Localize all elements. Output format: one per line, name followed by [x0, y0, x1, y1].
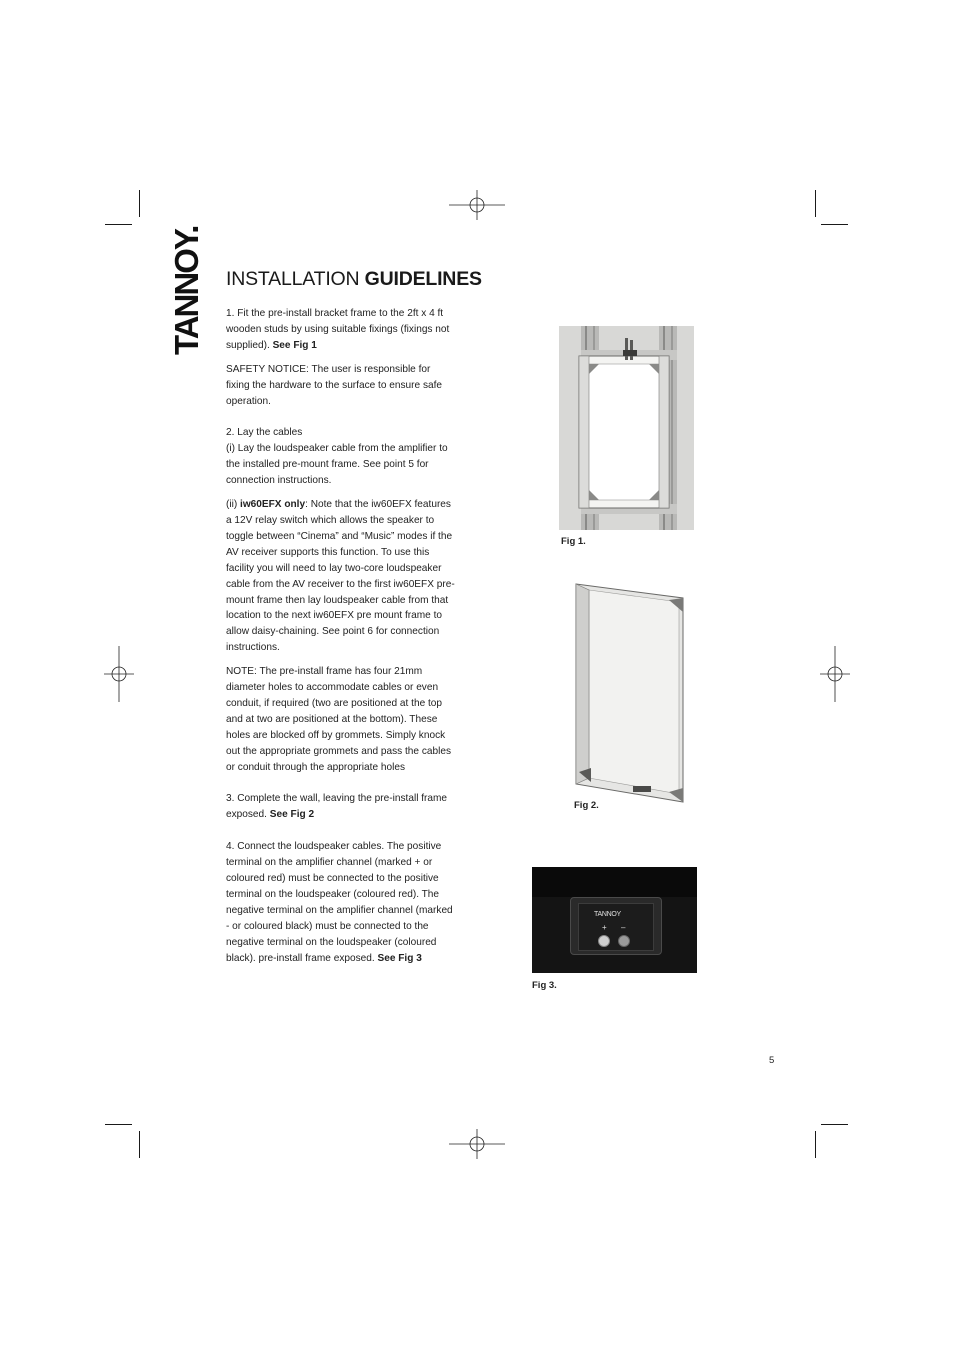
crop-mark — [105, 224, 132, 225]
page-number: 5 — [769, 1055, 775, 1066]
tannoy-logo: TANNOY. — [168, 226, 205, 355]
crop-mark — [139, 1131, 140, 1158]
crop-mark — [139, 190, 140, 217]
note: NOTE: The pre-install frame has four 21mm diameter holes to accommodate cables or even conduit, if required (two are positioned at the top and at two are positioned at the bottom). These holes are blocked off by grommets. Simply knock out the appropriate grommets and pass the cables or conduit through the appropriate holes — [226, 666, 451, 773]
fig2-illustration — [571, 582, 719, 804]
fig3-plus-label: + — [602, 923, 607, 932]
fig3-positive-terminal — [598, 935, 610, 947]
fig1-caption: Fig 1. — [561, 536, 586, 547]
registration-mark-bottom — [449, 1129, 505, 1159]
fig3-brand: TANNOY — [594, 911, 621, 918]
step-4-text: 4. Connect the loudspeaker cables. The positive terminal on the amplifier channel (marked + or coloured red) must be connected to the positive terminal on the loudspeaker (coloured red). The negative terminal on the amplifier channel (marked - or coloured black) must be connected to the negative terminal on the loudspeaker (coloured black). pre-install frame exposed. — [226, 841, 453, 964]
title-light: INSTALLATION — [226, 268, 365, 290]
step-2-ii — [226, 497, 456, 656]
step-3-text: 3. Complete the wall, leaving the pre-install frame exposed. — [226, 793, 448, 821]
crop-mark — [105, 1124, 132, 1125]
instructions-body — [226, 306, 456, 975]
crop-mark — [821, 224, 848, 225]
fig3-panel-top — [532, 867, 697, 897]
crop-mark — [815, 1131, 816, 1158]
fig3-illustration — [532, 867, 697, 973]
step-1-ref: See Fig 1 — [272, 339, 317, 351]
registration-mark-top — [449, 190, 505, 220]
page-title — [226, 268, 482, 291]
title-bold: GUIDELINES — [364, 268, 482, 290]
fig3-negative-terminal — [618, 935, 630, 947]
step-2-title: 2. Lay the cables — [226, 427, 303, 439]
fig3-minus-label: – — [621, 923, 626, 932]
registration-mark-left — [104, 646, 134, 702]
step-3 — [226, 791, 456, 823]
fig2-caption: Fig 2. — [574, 800, 599, 811]
step-1-text: 1. Fit the pre-install bracket frame to the 2ft x 4 ft wooden studs by using suitable fixings (fixings not supplied). — [226, 308, 450, 351]
step-4-ref: See Fig 3 — [377, 952, 422, 964]
fig1-illustration — [559, 326, 694, 530]
step-2-ii-prefix: (ii) — [226, 499, 241, 511]
step-2-ii-text: : Note that the iw60EFX features a 12V relay switch which allows the speaker to toggle between “Cinema” and “Music” modes if the AV receiver supports this function. To use this facility you will need to lay two-core loudspeaker cable from the AV receiver to the first iw60EFX pre-mount frame then lay loudspeaker cable from that location to the next iw60EFX pre mount frame to allow daisy-chaining. See point 6 for connection instructions. — [226, 499, 455, 654]
registration-mark-right — [820, 646, 850, 702]
step-2-ii-model: iw60EFX only — [240, 499, 306, 511]
crop-mark — [815, 190, 816, 217]
safety-notice: SAFETY NOTICE: The user is responsible for fixing the hardware to the surface to ensure safe operation. — [226, 363, 443, 407]
step-1 — [226, 306, 456, 354]
step-3-ref: See Fig 2 — [269, 809, 315, 821]
fig3-caption: Fig 3. — [532, 980, 557, 991]
step-4 — [226, 839, 456, 966]
step-2-i: (i) Lay the loudspeaker cable from the amplifier to the installed pre-mount frame. See point 5 for connection instructions. — [226, 443, 448, 487]
crop-mark — [821, 1124, 848, 1125]
